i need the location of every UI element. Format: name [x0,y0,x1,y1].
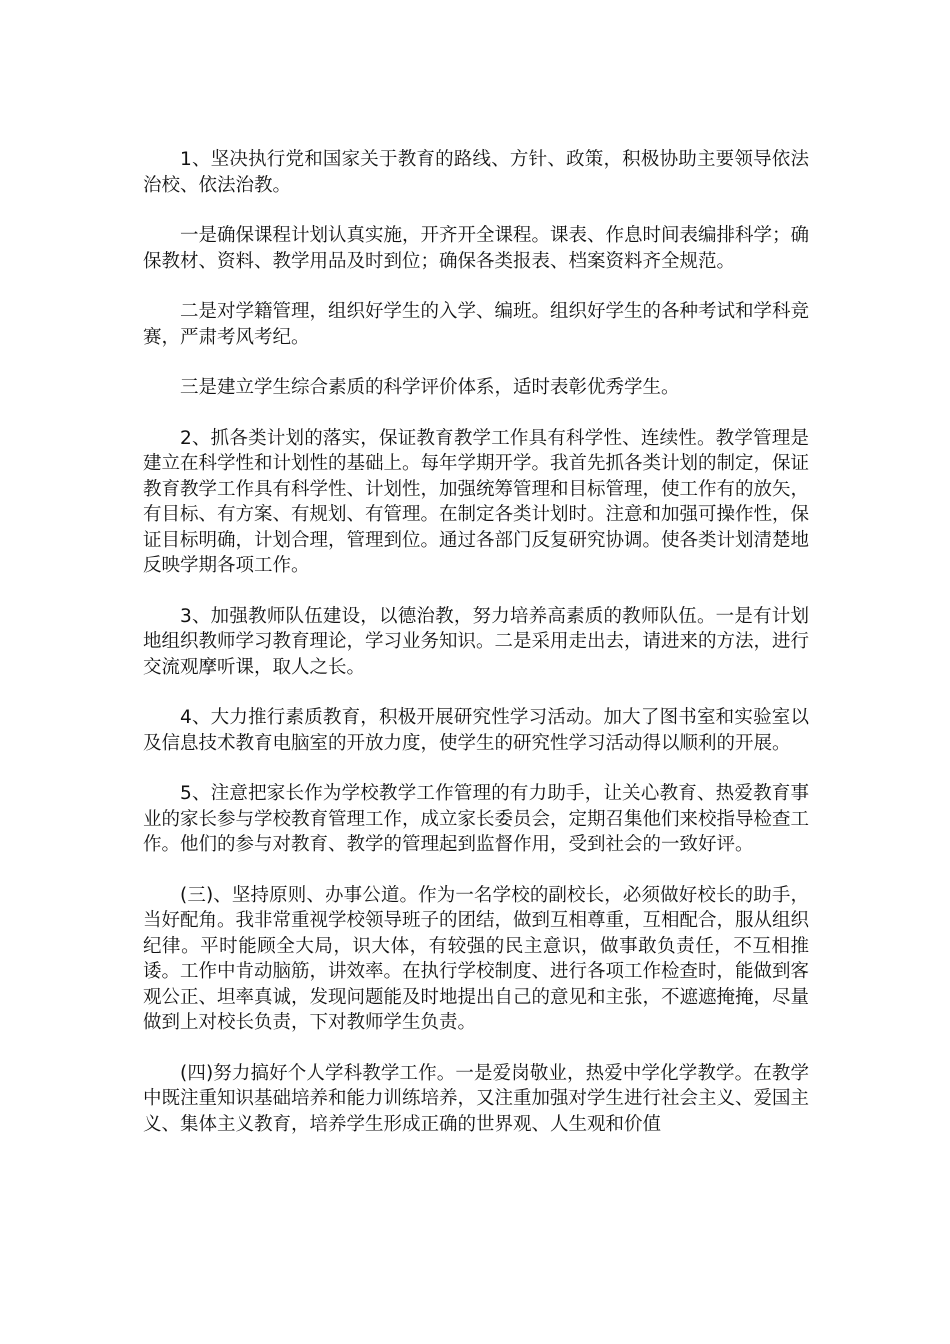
document-body [143,147,809,1162]
paragraph-evaluation: 三是建立学生综合素质的科学评价体系，适时表彰优秀学生。 [180,377,680,398]
paragraph-course-plan: 一是确保课程计划认真实施，开齐开全课程。课表、作息时间表编排科学；确保教材、资料、教学用品及时到位；确保各类报表、档案资料齐全规范。 [143,225,810,272]
paragraph-item-3: 3、加强教师队伍建设，以德治教，努力培养高素质的教师队伍。一是有计划地组织教师学习教育理论，学习业务知识。二是采用走出去，请进来的方法，进行交流观摩听课，取人之长。 [143,605,810,678]
paragraph-item-2: 2、抓各类计划的落实，保证教育教学工作具有科学性、连续性。教学管理是建立在科学性和计划性的基础上。每年学期开学。我首先抓各类计划的制定，保证教育教学工作具有科学性、计划性，加强统筹管理和目标管理，使工作有的放矢，有目标、有方案、有规划、有管理。在制定各类计划时。注意和加强可操作性，保证目标明确，计划合理，管理到位。通过各部门反复研究协调。使各类计划清楚地反映学期各项工作。 [143,427,810,576]
paragraph-enrollment: 二是对学籍管理，组织好学生的入学、编班。组织好学生的各种考试和学科竞赛，严肃考风考纪。 [143,301,810,348]
paragraph-item-4: 4、大力推行素质教育，积极开展研究性学习活动。加大了图书室和实验室以及信息技术教育电脑室的开放力度，使学生的研究性学习活动得以顺利的开展。 [143,707,809,754]
paragraph-item-5: 5、注意把家长作为学校教学工作管理的有力助手，让关心教育、热爱教育事业的家长参与学校教育管理工作，成立家长委员会，定期召集他们来校指导检查工作。他们的参与对教育、教学的管理起到监督作用，受到社会的一致好评。 [143,783,810,855]
paragraph-section-3: (三)、坚持原则、办事公道。作为一名学校的副校长，必须做好校长的助手，当好配角。我非常重视学校领导班子的团结，做到互相尊重，互相配合，服从组织纪律。平时能顾全大局，识大体，有较强的民主意识，做事敢负责任，不互相推诿。工作中肯动脑筋，讲效率。在执行学校制度、进行各项工作检查时，能做到客观公正、坦率真诚，发现问题能及时地提出自己的意见和主张，不遮遮掩掩，尽量做到上对校长负责，下对教师学生负责。 [143,884,810,1033]
paragraph-item-1: 1、坚决执行党和国家关于教育的路线、方针、政策，积极协助主要领导依法治校、依法治教。 [143,149,809,196]
paragraph-section-4: (四)努力搞好个人学科教学工作。一是爱岗敬业，热爱中学化学教学。在教学中既注重知识基础培养和能力训练培养，又注重加强对学生进行社会主义、爱国主义、集体主义教育，培养学生形成正确的世界观、人生观和价值 [143,1062,810,1135]
